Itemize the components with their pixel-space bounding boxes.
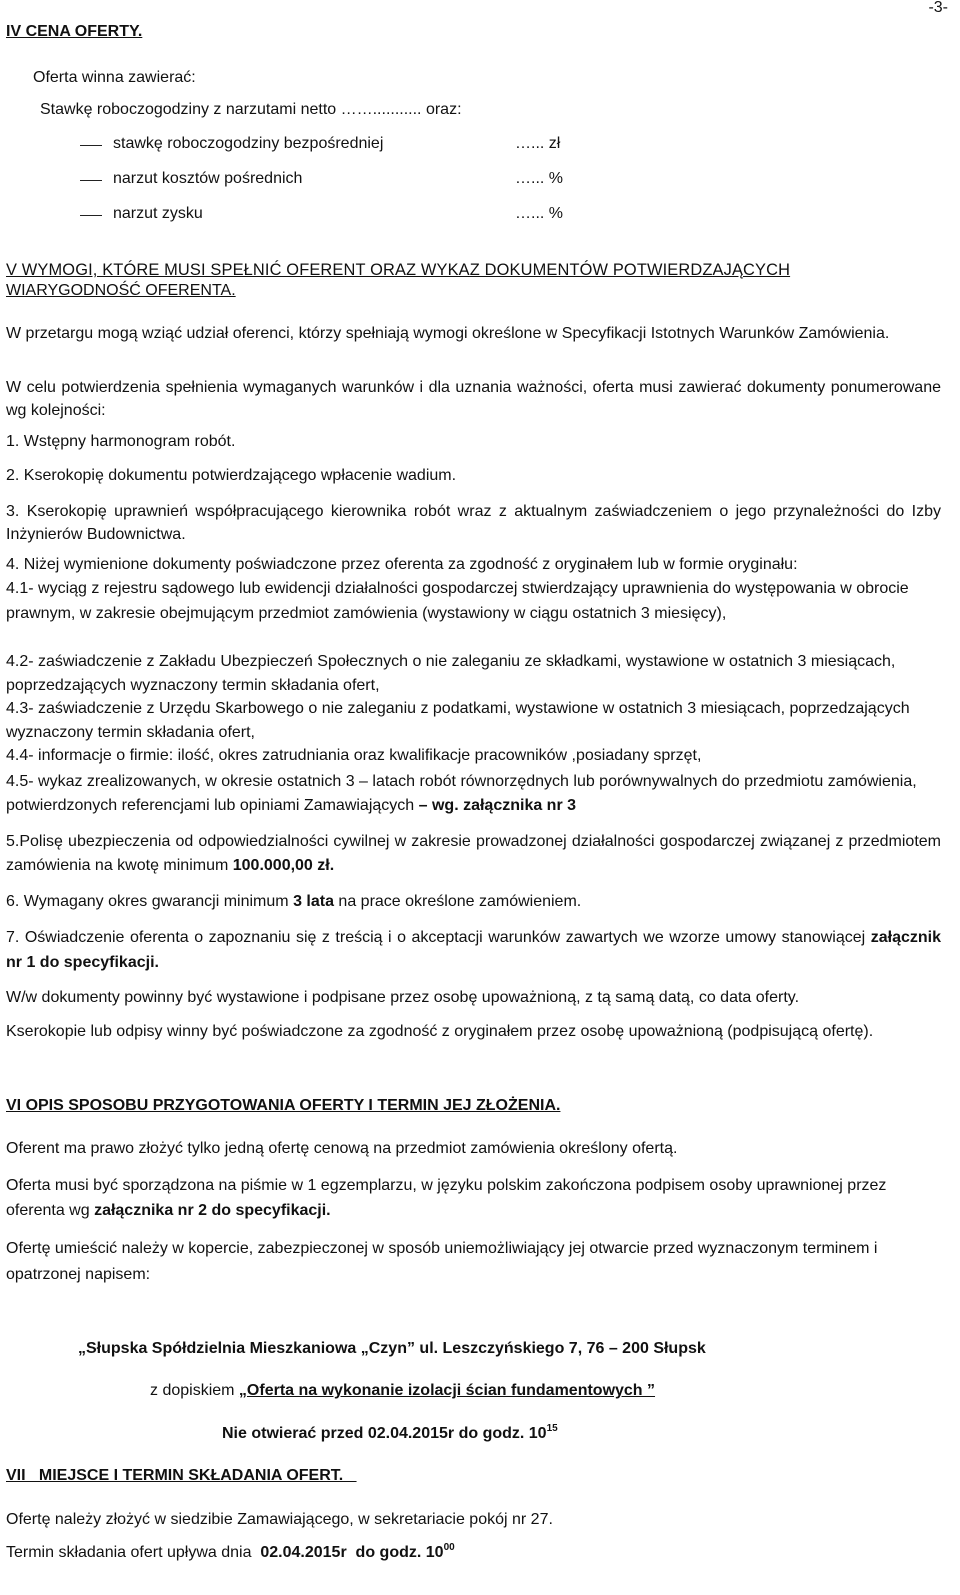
list-item-7-attachment: załącznik nr 1 do specyfikacji.	[6, 929, 941, 971]
list-item-5-amount: 100.000,00 zł.	[232, 857, 335, 874]
envelope-address: „Słupska Spółdzielnia Mieszkaniowa „Czyn” ul. Leszczyńskiego 7, 76 – 200 Słupsk	[78, 1340, 706, 1357]
rate-item-value: …... zł	[515, 135, 561, 152]
section-7-deadline	[6, 1543, 455, 1563]
list-item-7-text: 7. Oświadczenie oferenta o zapoznaniu się z treścią i o akceptacji warunków zawartych we wzorze umowy stanowiącej	[6, 929, 871, 946]
list-item-6-period: 3 lata	[293, 893, 334, 910]
section-7-title: VII MIEJSCE I TERMIN SKŁADANIA OFERT.	[6, 1467, 357, 1484]
section-6-para3: Ofertę umieścić należy w kopercie, zabezpieczonej w sposób uniemożliwiający jej otwarcie przed wyznaczonym terminem i opatrzonej napisem:	[6, 1240, 878, 1283]
section-6-para2	[6, 1173, 941, 1223]
list-item-6	[6, 892, 581, 912]
rate-item-value: …... %	[515, 205, 564, 222]
envelope-note	[150, 1381, 655, 1401]
do-not-open-text: Nie otwierać przed 02.04.2015r do godz. 10	[222, 1425, 547, 1442]
deadline-prefix: Termin składania ofert upływa dnia	[6, 1544, 261, 1561]
rate-item-label: narzut zysku	[113, 205, 203, 222]
page-number: -3-	[928, 0, 948, 16]
do-not-open-notice	[222, 1424, 558, 1444]
list-item-4-1: 4.1- wyciąg z rejestru sądowego lub ewidencji działalności gospodarczej stwierdzający uprawnienia do występowania w obrocie prawnym, w zakresie obejmującym przedmiot zamówienia (wystawiony w ciągu ostatnich 3 miesięcy),	[6, 580, 909, 622]
rate-item-label: stawkę roboczogodziny bezpośredniej	[113, 135, 384, 152]
list-dash	[80, 180, 102, 181]
deadline-minutes: 00	[443, 1542, 455, 1553]
section-5-para2: W celu potwierdzenia spełnienia wymaganych warunków i dla uznania ważności, oferta musi zawierać dokumenty ponumerowane wg kolejności:	[6, 379, 941, 419]
section-5-para4: Kserokopie lub odpisy winny być poświadczone za zgodność z oryginałem przez osobę upoważnioną (podpisującą ofertę).	[6, 1023, 874, 1040]
list-dash	[80, 145, 102, 146]
list-item-4-4: 4.4- informacje o firmie: ilość, okres zatrudniania oraz kwalifikacje pracowników ,posiadany sprzęt,	[6, 747, 702, 764]
list-item-4-2: 4.2- zaświadczenie z Zakładu Ubezpieczeń Społecznych o nie zaleganiu ze składkami, wystawione w ostatnich 3 miesiącach, poprzedzających wyznaczony termin składania ofert,	[6, 653, 896, 694]
section-5-para1: W przetargu mogą wziąć udział oferenci, którzy spełniają wymogi określone w Specyfikacji Istotnych Warunków Zamówienia.	[6, 325, 890, 342]
section-4-intro: Oferta winna zawierać:	[33, 69, 196, 86]
section-6-title: VI OPIS SPOSOBU PRZYGOTOWANIA OFERTY I TERMIN JEJ ZŁOŻENIA.	[6, 1097, 561, 1114]
section-5-para3: W/w dokumenty powinny być wystawione i podpisane przez osobę upoważnioną, z tą samą datą, co data oferty.	[6, 989, 800, 1006]
section-4-title: IV CENA OFERTY.	[6, 23, 143, 40]
section-6-para2-attachment: załącznika nr 2 do specyfikacji.	[94, 1202, 331, 1219]
list-item-6-text: 6. Wymagany okres gwarancji minimum	[6, 893, 294, 910]
list-item-2: 2. Kserokopię dokumentu potwierdzającego wpłacenie wadium.	[6, 467, 457, 484]
list-dash	[80, 215, 102, 216]
rate-item-value: …... %	[515, 170, 564, 187]
deadline-value: 02.04.2015r do godz. 10	[260, 1544, 444, 1561]
list-item-4-5	[6, 770, 941, 818]
section-5-title-line2: WIARYGODNOŚĆ OFERENTA.	[6, 282, 236, 299]
section-4-rate-line: Stawkę roboczogodziny z narzutami netto ……........... oraz:	[40, 101, 462, 118]
section-6-para2-text: Oferta musi być sporządzona na piśmie w 1 egzemplarzu, w języku polskim zakończona podpisem osoby uprawnionej przez oferenta wg	[6, 1177, 887, 1219]
rate-item-label: narzut kosztów pośrednich	[113, 170, 303, 187]
envelope-note-text: „Oferta na wykonanie izolacji ścian fundamentowych ”	[238, 1382, 656, 1399]
list-item-4-5-text: 4.5- wykaz zrealizowanych, w okresie ostatnich 3 – latach robót równorzędnych lub porównywalnych do przedmiotu zamówienia, potwierdzonych referencjami lub opiniami Zamawiających	[6, 773, 917, 814]
list-item-5-text: 5.Polisę ubezpieczenia od odpowiedzialności cywilnej w zakresie prowadzonej działalności gospodarczej związanej z przedmiotem zamówienia na kwotę minimum	[6, 833, 941, 874]
list-item-4-3: 4.3- zaświadczenie z Urzędu Skarbowego o nie zaleganiu z podatkami, wystawione w ostatnich 3 miesiącach, poprzedzających wyznaczony termin składania ofert,	[6, 700, 910, 741]
envelope-note-prefix: z dopiskiem	[150, 1382, 239, 1399]
list-item-3: 3. Kserokopię uprawnień współpracującego kierownika robót wraz z aktualnym zaświadczeniem o jego przynależności do Izby Inżynierów Budownictwa.	[6, 503, 941, 543]
list-item-5	[6, 830, 941, 878]
do-not-open-minutes: 15	[546, 1423, 558, 1434]
section-5-title-line1: V WYMOGI, KTÓRE MUSI SPEŁNIĆ OFERENT ORAZ WYKAZ DOKUMENTÓW POTWIERDZAJĄCYCH	[6, 261, 791, 279]
list-item-4: 4. Niżej wymienione dokumenty poświadczone przez oferenta za zgodność z oryginałem lub w formie oryginału:	[6, 556, 798, 573]
list-item-7	[6, 925, 941, 975]
section-6-para1: Oferent ma prawo złożyć tylko jedną ofertę cenową na przedmiot zamówienia określony ofertą.	[6, 1140, 678, 1157]
list-item-6-text-end: na prace określone zamówieniem.	[333, 893, 582, 910]
list-item-1: 1. Wstępny harmonogram robót.	[6, 433, 236, 450]
section-7-para1: Ofertę należy złożyć w siedzibie Zamawiającego, w sekretariacie pokój nr 27.	[6, 1511, 553, 1528]
list-item-4-5-attachment: – wg. załącznika nr 3	[418, 797, 577, 814]
